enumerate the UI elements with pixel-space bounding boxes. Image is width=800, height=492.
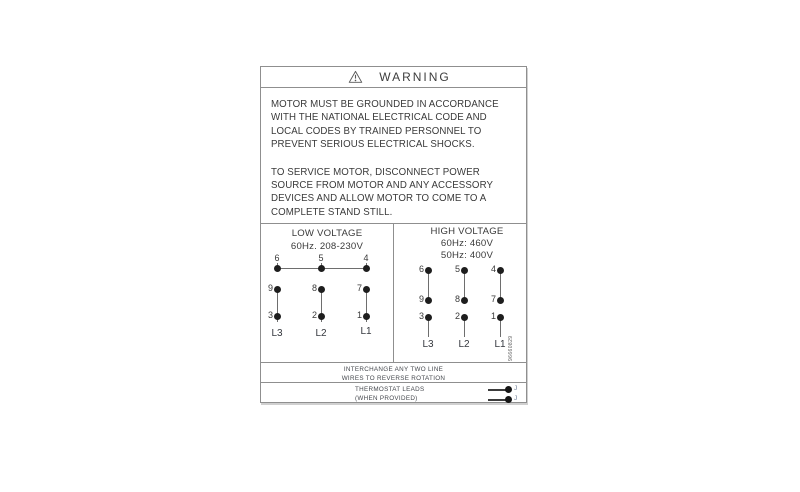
terminal-dot: [318, 286, 325, 293]
column-wire: [428, 270, 429, 300]
terminal-label: 9: [418, 294, 424, 304]
notice-line: PREVENT SERIOUS ELECTRICAL SHOCKS.: [271, 139, 475, 151]
low-voltage-panel: [261, 224, 394, 363]
notice-line: WITH THE NATIONAL ELECTRICAL CODE AND: [271, 112, 487, 124]
terminal-label: 4: [363, 253, 369, 263]
lead-dot: [505, 386, 512, 393]
warning-header: [261, 67, 526, 88]
terminal-dot: [363, 313, 370, 320]
rotation-note: [261, 362, 526, 382]
warning-title: WARNING: [379, 70, 451, 84]
terminal-label: 1: [490, 311, 496, 321]
terminal-dot: [363, 265, 370, 272]
terminal-dot: [318, 265, 325, 272]
line-label: L3: [422, 339, 434, 350]
terminal-label: 7: [490, 294, 496, 304]
terminal-label: 8: [454, 294, 460, 304]
terminal-label: 4: [490, 264, 496, 274]
notice-line: TO SERVICE MOTOR, DISCONNECT POWER: [271, 166, 480, 178]
grounding-notice: [271, 98, 518, 152]
notice-line: DEVICES AND ALLOW MOTOR TO COME TO A: [271, 193, 487, 205]
terminal-label: 3: [418, 311, 424, 321]
terminal-dot: [274, 265, 281, 272]
terminal-dot: [363, 286, 370, 293]
notice-line: COMPLETE STAND STILL.: [271, 206, 393, 218]
terminal-label: 9: [267, 283, 273, 293]
terminal-label: 1: [356, 310, 362, 320]
terminal-label: 2: [454, 311, 460, 321]
high-voltage-title: HIGH VOLTAGE: [430, 226, 504, 237]
line-label: L2: [315, 328, 327, 339]
wiring-diagrams: [261, 223, 526, 362]
line-label: L1: [494, 339, 506, 350]
rotation-note-line: INTERCHANGE ANY TWO LINE: [343, 366, 444, 373]
line-label: L3: [271, 328, 283, 339]
notice-line: SOURCE FROM MOTOR AND ANY ACCESSORY: [271, 180, 494, 192]
service-notice: [271, 166, 518, 220]
thermostat-note: [261, 382, 526, 404]
terminal-dot: [274, 286, 281, 293]
column-wire: [464, 270, 465, 300]
line-label: L2: [458, 339, 470, 350]
terminal-dot: [274, 313, 281, 320]
terminal-dot: [461, 297, 468, 304]
terminal-dot: [497, 297, 504, 304]
notice-line: MOTOR MUST BE GROUNDED IN ACCORDANCE: [271, 99, 499, 110]
rotation-note-line: WIRES TO REVERSE ROTATION: [341, 375, 446, 382]
safety-notice: [261, 89, 526, 223]
notice-line: LOCAL CODES BY TRAINED PERSONNEL TO: [271, 125, 482, 137]
warning-label-box: [260, 66, 527, 403]
terminal-dot: [497, 314, 504, 321]
terminal-label: 6: [274, 253, 280, 263]
terminal-label: 7: [356, 283, 362, 293]
lead-label: J: [514, 385, 518, 392]
terminal-label: 6: [418, 264, 424, 274]
terminal-dot: [497, 267, 504, 274]
high-voltage-subtitle-50hz: 50Hz: 400V: [440, 250, 494, 261]
warning-triangle-icon: [348, 70, 363, 84]
thermostat-note-line: THERMOSTAT LEADS: [355, 386, 425, 393]
thermostat-note-line: (WHEN PROVIDED): [355, 395, 418, 402]
terminal-dot: [425, 267, 432, 274]
terminal-dot: [425, 314, 432, 321]
terminal-label: 8: [311, 283, 317, 293]
terminal-dot: [461, 314, 468, 321]
terminal-label: 3: [267, 310, 273, 320]
low-voltage-title: LOW VOLTAGE: [291, 228, 363, 239]
terminal-label: 5: [318, 253, 324, 263]
line-label: L1: [360, 326, 372, 337]
terminal-label: 2: [311, 310, 317, 320]
high-voltage-panel: [394, 224, 528, 363]
low-voltage-subtitle: 60Hz. 208-230V: [290, 241, 364, 252]
terminal-dot: [461, 267, 468, 274]
lead-label: J: [514, 395, 518, 402]
terminal-dot: [425, 297, 432, 304]
high-voltage-subtitle-60hz: 60Hz: 460V: [440, 238, 494, 249]
part-number-vertical: 96660829: [508, 335, 514, 361]
terminal-label: 5: [454, 264, 460, 274]
column-wire: [500, 270, 501, 300]
lead-dot: [505, 396, 512, 403]
terminal-dot: [318, 313, 325, 320]
